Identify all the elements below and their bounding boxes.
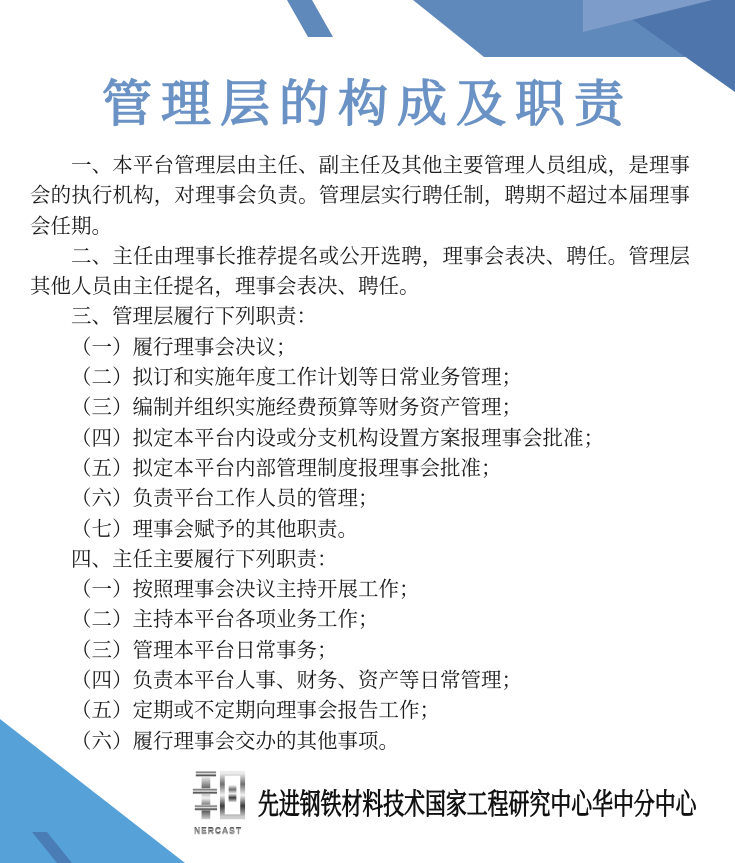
body-paragraph: （二）主持本平台各项业务工作； — [71, 608, 379, 632]
body-paragraph: （六）负责平台工作人员的管理； — [71, 487, 379, 511]
body-paragraph: 四、主任主要履行下列职责： — [71, 547, 338, 571]
top-stripe-shape — [287, 0, 333, 37]
body-paragraph: （七）理事会赋予的其他职责。 — [71, 517, 358, 541]
body-paragraph: （三）管理本平台日常事务； — [71, 638, 338, 662]
body-paragraph: （二）拟订和实施年度工作计划等日常业务管理； — [71, 366, 522, 390]
body-paragraph: （五）定期或不定期向理事会报告工作； — [71, 699, 440, 723]
nercast-logo-mark-icon — [189, 769, 247, 825]
nercast-logo — [186, 769, 250, 836]
body-paragraph: （六）履行理事会交办的其他事项。 — [71, 729, 399, 753]
footer — [186, 762, 735, 842]
body-paragraph: （一）履行理事会决议； — [71, 335, 297, 359]
body-text-block — [30, 151, 690, 757]
body-paragraph: （四）负责本平台人事、财务、资产等日常管理； — [71, 669, 522, 693]
body-paragraph: （五）拟定本平台内部管理制度报理事会批准； — [71, 456, 502, 480]
body-paragraph: 一、本平台管理层由主任、副主任及其他主要管理人员组成，是理事会的执行机构，对理事会负责。管理层实行聘任制，聘期不超过本届理事会任期。 — [30, 154, 690, 238]
body-paragraph: 三、管理层履行下列职责： — [71, 305, 317, 329]
body-paragraph: （一）按照理事会决议主持开展工作； — [71, 578, 420, 602]
body-paragraph: （四）拟定本平台内设或分支机构设置方案报理事会批准； — [71, 426, 604, 450]
body-paragraph: 二、主任由理事长推荐提名或公开选聘，理事会表决、聘任。管理层其他人员由主任提名，理事会表决、聘任。 — [30, 244, 690, 299]
body-paragraph: （三）编制并组织实施经费预算等财务资产管理； — [71, 396, 522, 420]
nercast-logo-caption: NERCAST — [193, 825, 243, 836]
organization-name: 先进钢铁材料技术国家工程研究中心华中分中心 — [258, 788, 697, 821]
page-title: 管理层的构成及职责 — [102, 76, 633, 132]
